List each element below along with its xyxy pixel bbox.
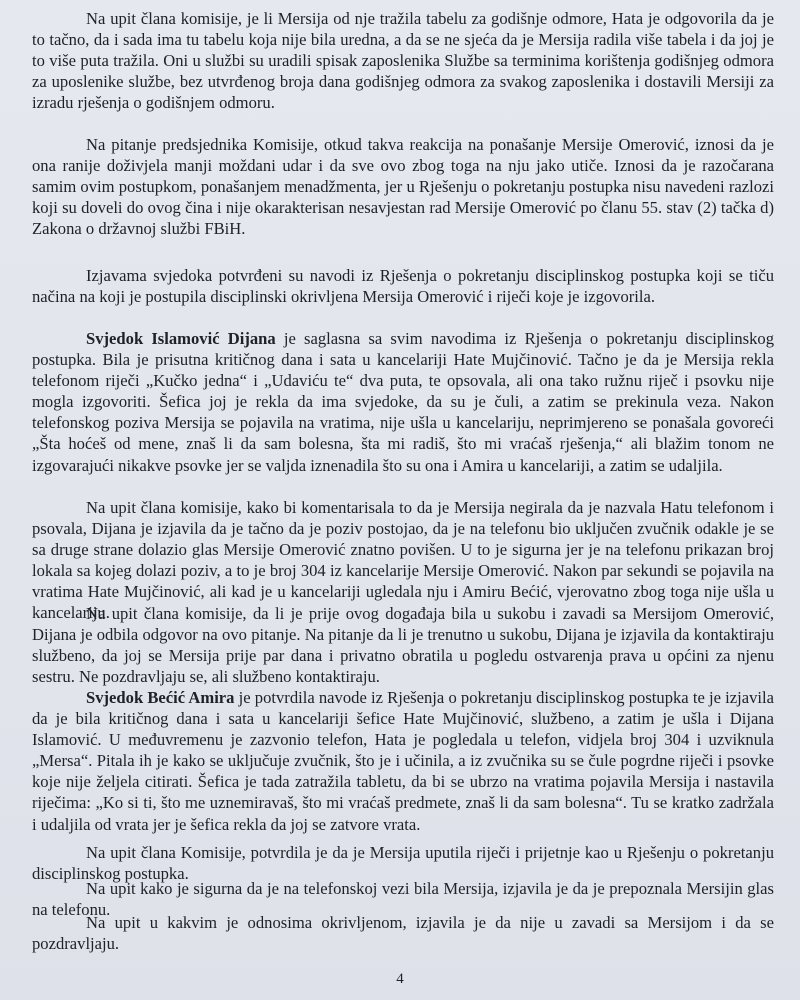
paragraph-reakcija <box>32 134 774 239</box>
witness-name: Svjedok Islamović Dijana <box>86 329 276 348</box>
paragraph-upit-sukob <box>32 603 774 687</box>
paragraph-izjave-svjedoka <box>32 265 774 307</box>
witness-name: Svjedok Bećić Amira <box>86 688 235 707</box>
paragraph-tabela-odmori <box>32 8 774 113</box>
paragraph-text: Izjavama svjedoka potvrđeni su navodi iz Rješenja o pokretanju disciplinskog postupka koji se tiču načina na koji je postupila disciplinski okrivljena Mersija Omerović i riječi koje je izgovorila. <box>32 266 774 307</box>
paragraph-svjedok-islamovic <box>32 328 774 476</box>
paragraph-text: Na upit u kakvim je odnosima okrivljenom, izjavila je da nije u zavadi sa Mersijom i da se pozdravljaju. <box>32 913 774 954</box>
paragraph-upit-odnosi <box>32 912 774 954</box>
paragraph-text: Na upit člana komisije, je li Mersija od nje tražila tabelu za godišnje odmore, Hata je odgovorila da je to tačno, da i sada ima tu tabelu koja nije bila uredna, a da se ne sjeća da je Mersija radila više tabela i da joj je to više puta tražila. Oni u službi su uradili spisak zaposlenika Službe sa terminima korištenja godišnjeg odmora za uposlenike službe, bez utvrđenog broja dana godišnjeg odmora za svakog zaposlenika i dostavili Mersiji za izradu rješenja o godišnjem odmoru. <box>32 9 774 113</box>
paragraph-text: Na pitanje predsjednika Komisije, otkud takva reakcija na ponašanje Mersije Omerović, iznosi da je ona ranije doživjela manji moždani udar i da sve ovo zbog toga na nju jako utiče. Iznosi da je razočarana samim ovim postupkom, ponašanjem menadžmenta, jer u Rješenju o pokretanju postupka nisu navedeni razlozi koji su doveli do ovog čina i nije okarakterisan nesavjestan rad Mersije Omerović po članu 55. stav (2) tačka d) Zakona o državnoj službi FBiH. <box>32 135 774 239</box>
paragraph-text: je saglasna sa svim navodima iz Rješenja o pokretanju disciplinskog postupka. Bila je prisutna kritičnog dana i sata u kancelariji Hate Mujčinović. Tačno je da je Mersija rekla telefonom riječi „Kučko jedna“ i „Udaviću te“ dva puta, te opsovala, ali ona tako ružnu riječ i psovku nije mogla izgovoriti. Šefica joj je rekla da ima svjedoke, da su je čuli, a zatim se prekinula veza. Nakon telefonskog poziva Mersija se pojavila na vratima, nije ušla u kancelariju, neprimjereno se ponašala govoreći „Šta hoćeš od mene, znaš li da sam bolesna, šta mi radiš, što mi vraćaš rješenja,“ ali blažim tonom ne izgovarajući nikakve psovke jer se valjda iznenadila što su ona i Amira u kancelariji, a zatim se udaljila. <box>32 329 774 475</box>
page-number: 4 <box>396 971 404 987</box>
paragraph-text: je potvrdila navode iz Rješenja o pokretanju disciplinskog postupka te je izjavila da je bila kritičnog dana i sata u kancelariji šefice Hate Mujčinović, službeno, a zatim je ušla i Dijana Islamović. U međuvremenu je zazvonio telefon, Hata je pogledala u telefon, vidjela broj 304 i uzviknula „Mersa“. Pitala ih je kako se uključuje zvučnik, što je i učinila, a iz zvučnika su se čule pogrdne riječi i psovke koje nije željela citirati. Šefica je tada zatražila tabletu, da bi se ubrzo na vratima pojavila Mersija i nastavila riječima: „Ko si ti, što me uznemiravaš, što mi vraćaš predmete, znaš li da sam bolesna“. Tu se kratko zadržala i udaljila od vrata jer je šefica rekla da joj se zatvore vrata. <box>32 688 774 834</box>
paragraph-text: Na upit člana komisije, da li je prije ovog događaja bila u sukobu i zavadi sa Mersijom Omerović, Dijana je odbila odgovor na ovo pitanje. Na pitanje da li je trenutno u sukobu, Dijana je izjavila da kontaktiraju službeno, da joj se Mersija prije par dana i privatno obratila u pogledu ostvarenja prava u općini za njenu sestru. Ne pozdravljaju se, ali službeno kontaktiraju. <box>32 604 774 687</box>
paragraph-text: Na upit člana komisije, kako bi komentarisala to da je Mersija negirala da je nazvala Hatu telefonom i psovala, Dijana je izjavila da je tačno da je poziv postojao, da je na telefonu bio uključen zvučnik odakle je se sa druge strane dolazio glas Mersije Omerović znatno povišen. U to je sigurna jer je na telefonu prikazan broj lokala sa kojeg dolazi poziv, a to je broj 304 iz kancelarije Mersije Omerović. Nakon par sekundi se pojavila na vratima Hate Mujčinović, ali kad je u kancelariji ugledala nju i Amiru Bećić, vjerovatno zbog toga nije ušla u kancelariju. <box>32 498 774 623</box>
paragraph-text: Na upit člana Komisije, potvrdila je da je Mersija uputila riječi i prijetnje kao u Rješenju o pokretanju disciplinskog postupka. <box>32 843 774 884</box>
paragraph-svjedok-becic <box>32 687 774 835</box>
paragraph-text: Na upit kako je sigurna da je na telefonskoj vezi bila Mersija, izjavila je da je prepoznala Mersijin glas na telefonu. <box>32 879 774 920</box>
